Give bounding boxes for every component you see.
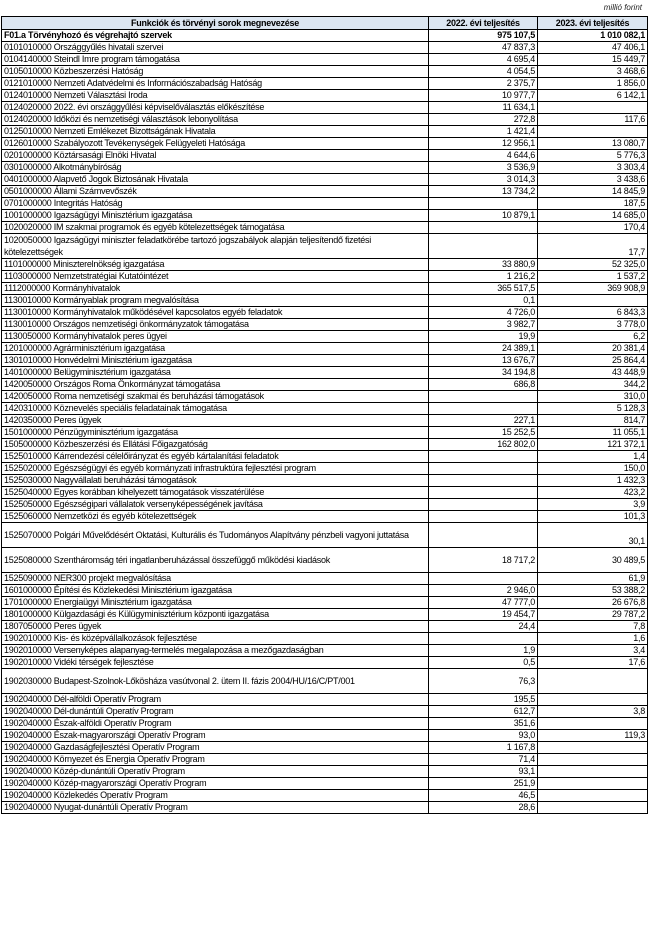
row-name: 1902040000 Közép-dunántúli Operatív Program [2,766,429,778]
table-row [2,463,648,475]
row-value-2023: 30,1 [538,523,648,548]
row-name: 0501000000 Állami Számvevőszék [2,186,429,198]
row-name: 1420050000 Roma nemzetiségi szakmai és beruházási támogatások [2,391,429,403]
row-name: 0301000000 Alkotmánybíróság [2,162,429,174]
row-value-2023: 3 468,6 [538,66,648,78]
row-value-2023: 101,3 [538,511,648,523]
row-value-2023: 20 381,4 [538,343,648,355]
header-name: Funkciók és törvényi sorok megnevezése [2,17,429,30]
table-row [2,633,648,645]
header-2023: 2023. évi teljesítés [538,17,648,30]
row-name: 1902030000 Budapest-Szolnok-Lőkösháza vasútvonal 2. ütem II. fázis 2004/HU/16/C/PT/001 [2,669,429,694]
row-value-2022: 351,6 [429,718,538,730]
row-name: 0121010000 Nemzeti Adatvédelmi és Információszabadság Hatóság [2,78,429,90]
row-value-2023: 344,2 [538,379,648,391]
row-value-2022: 33 880,9 [429,259,538,271]
table-row [2,475,648,487]
row-name: 1525040000 Egyes korábban kihelyezett támogatások visszatérülése [2,487,429,499]
row-value-2022: 272,8 [429,114,538,126]
table-row [2,222,648,234]
row-value-2023: 11 055,1 [538,427,648,439]
row-name: 1020050000 Igazságügyi miniszter feladatkörébe tartozó jogszabályok alapján teljesítendő fizetési kötelezettségek [2,234,429,259]
table-row [2,307,648,319]
table-row [2,706,648,718]
row-name: 1902010000 Vidéki térségek fejlesztése [2,657,429,669]
row-value-2022: 93,1 [429,766,538,778]
row-value-2023: 6 843,3 [538,307,648,319]
row-value-2022 [429,573,538,585]
row-value-2022: 12 956,1 [429,138,538,150]
table-row [2,114,648,126]
row-value-2023: 369 908,9 [538,283,648,295]
row-value-2023: 14 685,0 [538,210,648,222]
table-row [2,150,648,162]
row-name: 1701000000 Energiaügyi Minisztérium igazgatása [2,597,429,609]
row-value-2022 [429,487,538,499]
row-value-2023: 29 787,2 [538,609,648,621]
row-value-2023: 121 372,1 [538,439,648,451]
row-value-2023: 61,9 [538,573,648,585]
row-name: 1807050000 Peres ügyek [2,621,429,633]
row-value-2023 [538,718,648,730]
row-name: 1525030000 Nagyvállalati beruházási támogatások [2,475,429,487]
row-value-2023: 15 449,7 [538,54,648,66]
row-name: 0101010000 Országgyűlés hivatali szervei [2,42,429,54]
row-value-2023: 5 128,3 [538,403,648,415]
row-value-2022: 46,5 [429,790,538,802]
table-row [2,585,648,597]
row-value-2023: 3 778,0 [538,319,648,331]
row-value-2022: 365 517,5 [429,283,538,295]
table-row [2,102,648,114]
row-value-2022 [429,463,538,475]
row-name: 1103000000 Nemzetstratégiai Kutatóintézet [2,271,429,283]
row-value-2023 [538,790,648,802]
table-row [2,597,648,609]
row-value-2023 [538,802,648,814]
table-row [2,694,648,706]
row-value-2023: 3 438,6 [538,174,648,186]
table-body [2,30,648,814]
row-value-2023 [538,126,648,138]
row-value-2023: 3 303,4 [538,162,648,174]
row-name: 1902010000 Versenyképes alapanyag-termelés megalapozása a mezőgazdaságban [2,645,429,657]
row-name: 0125010000 Nemzeti Emlékezet Bizottságának Hivatala [2,126,429,138]
row-value-2022: 227,1 [429,415,538,427]
table-row [2,609,648,621]
row-name: 1112000000 Kormányhivatalok [2,283,429,295]
table-row [2,295,648,307]
table-row [2,439,648,451]
row-name: 1420050000 Országos Roma Önkormányzat támogatása [2,379,429,391]
row-value-2023 [538,742,648,754]
row-name: 1101000000 Miniszterelnökség igazgatása [2,259,429,271]
table-row [2,427,648,439]
table-row [2,403,648,415]
row-name: 1525080000 Szentháromság téri ingatlanberuházással összefüggő működési kiadások [2,548,429,573]
row-value-2023: 26 676,8 [538,597,648,609]
row-value-2022: 19 454,7 [429,609,538,621]
table-row [2,379,648,391]
table-row [2,210,648,222]
row-value-2023: 117,6 [538,114,648,126]
table-row [2,331,648,343]
row-value-2023: 25 864,4 [538,355,648,367]
row-value-2023: 52 325,0 [538,259,648,271]
row-name: 1525020000 Egészségügyi és egyéb kormányzati infrastruktúra fejlesztési program [2,463,429,475]
row-value-2022: 1 421,4 [429,126,538,138]
table-row [2,198,648,210]
row-name: 1902040000 Nyugat-dunántúli Operatív Program [2,802,429,814]
row-value-2023 [538,669,648,694]
row-value-2023: 814,7 [538,415,648,427]
row-value-2022: 47 837,3 [429,42,538,54]
row-value-2023: 3,8 [538,706,648,718]
row-value-2023: 119,3 [538,730,648,742]
header-2022: 2022. évi teljesítés [429,17,538,30]
row-name: 0124020000 Időközi és nemzetiségi választások lebonyolítása [2,114,429,126]
row-value-2022: 13 734,2 [429,186,538,198]
row-name: 0126010000 Szabályozott Tevékenységek Felügyeleti Hatósága [2,138,429,150]
row-value-2023: 14 845,9 [538,186,648,198]
row-value-2022 [429,511,538,523]
row-value-2023: 17,7 [538,234,648,259]
row-name: 1501000000 Pénzügyminisztérium igazgatása [2,427,429,439]
row-value-2022: 0,5 [429,657,538,669]
table-row [2,54,648,66]
row-name: 1902040000 Környezet és Energia Operatív Program [2,754,429,766]
row-value-2022: 15 252,5 [429,427,538,439]
table-row [2,162,648,174]
row-value-2023 [538,295,648,307]
row-value-2022: 13 676,7 [429,355,538,367]
row-name: 1130010000 Kormányhivatalok működésével kapcsolatos egyéb feladatok [2,307,429,319]
table-row [2,138,648,150]
row-name: 1001000000 Igazságügyi Minisztérium igazgatása [2,210,429,222]
table-row [2,790,648,802]
table-row [2,511,648,523]
row-value-2023: 1,4 [538,451,648,463]
table-row [2,778,648,790]
row-value-2023: 17,6 [538,657,648,669]
row-value-2022: 18 717,2 [429,548,538,573]
row-value-2023: 1 537,2 [538,271,648,283]
row-name: 1130010000 Kormányablak program megvalósítása [2,295,429,307]
table-row [2,548,648,573]
row-value-2022: 1 216,2 [429,271,538,283]
table-row [2,718,648,730]
row-value-2022 [429,523,538,548]
row-value-2023 [538,102,648,114]
row-value-2022: 11 634,1 [429,102,538,114]
row-value-2022: 24,4 [429,621,538,633]
table-row [2,766,648,778]
row-value-2023: 53 388,2 [538,585,648,597]
table-total-row [2,30,648,42]
row-name: 1420350000 Peres ügyek [2,415,429,427]
table-row [2,573,648,585]
row-value-2023: 5 776,3 [538,150,648,162]
table-row [2,415,648,427]
row-value-2022: 76,3 [429,669,538,694]
table-row [2,367,648,379]
row-name: 1902040000 Közép-magyarországi Operatív Program [2,778,429,790]
row-value-2022: 4 054,5 [429,66,538,78]
table-row [2,42,648,54]
table-row [2,78,648,90]
row-value-2023: 1 010 082,1 [538,30,648,42]
row-name: 0401000000 Alapvető Jogok Biztosának Hivatala [2,174,429,186]
row-value-2022: 34 194,8 [429,367,538,379]
row-value-2023 [538,754,648,766]
row-name: 0124010000 Nemzeti Választási Iroda [2,90,429,102]
row-value-2023: 1,6 [538,633,648,645]
table-row [2,234,648,259]
table-row [2,259,648,271]
row-value-2022: 162 802,0 [429,439,538,451]
row-value-2022: 975 107,5 [429,30,538,42]
row-name: 0105010000 Közbeszerzési Hatóság [2,66,429,78]
row-value-2022 [429,198,538,210]
row-name: 1902040000 Közlekedés Operatív Program [2,790,429,802]
row-value-2022: 4 695,4 [429,54,538,66]
row-name: 1801000000 Külgazdasági és Külügyminisztérium központi igazgatása [2,609,429,621]
row-value-2022: 71,4 [429,754,538,766]
row-value-2022 [429,475,538,487]
row-value-2023: 6,2 [538,331,648,343]
table-row [2,126,648,138]
row-value-2023: 3,4 [538,645,648,657]
row-name: 1601000000 Építési és Közlekedési Minisztérium igazgatása [2,585,429,597]
table-row [2,499,648,511]
row-value-2022: 251,9 [429,778,538,790]
row-value-2022 [429,403,538,415]
row-name: 1301010000 Honvédelmi Minisztérium igazgatása [2,355,429,367]
row-name: 0124020000 2022. évi országgyűlési képviselőválasztás előkészítése [2,102,429,114]
table-row [2,487,648,499]
row-name: 1130010000 Országos nemzetiségi önkormányzatok támogatása [2,319,429,331]
table-row [2,66,648,78]
row-name: 1525060000 Nemzetközi és egyéb kötelezettségek [2,511,429,523]
row-name: 1902040000 Gazdaságfejlesztési Operatív Program [2,742,429,754]
row-value-2022 [429,234,538,259]
row-name: 1130050000 Kormányhivatalok peres ügyei [2,331,429,343]
table-row [2,645,648,657]
table-row [2,669,648,694]
row-value-2022 [429,499,538,511]
row-name: 1020020000 IM szakmai programok és egyéb kötelezettségek támogatása [2,222,429,234]
row-name: 1902010000 Kis- és középvállalkozások fejlesztése [2,633,429,645]
table-row [2,523,648,548]
row-value-2023 [538,766,648,778]
row-value-2022: 93,0 [429,730,538,742]
row-value-2022: 3 536,9 [429,162,538,174]
row-value-2022: 10 977,7 [429,90,538,102]
table-row [2,174,648,186]
row-value-2023: 150,0 [538,463,648,475]
row-value-2022 [429,391,538,403]
row-value-2022: 612,7 [429,706,538,718]
row-value-2022 [429,451,538,463]
unit-label: millió forint [603,3,642,12]
table-row [2,391,648,403]
row-name: 1902040000 Dél-dunántúli Operatív Program [2,706,429,718]
table-row [2,355,648,367]
table-row [2,186,648,198]
row-value-2022: 1,9 [429,645,538,657]
row-name: 0104140000 Steindl Imre program támogatása [2,54,429,66]
row-value-2022 [429,633,538,645]
row-value-2022: 3 982,7 [429,319,538,331]
table-row [2,271,648,283]
row-name: 0201000000 Köztársasági Elnöki Hivatal [2,150,429,162]
table-row [2,621,648,633]
row-name: F01.a Törvényhozó és végrehajtó szervek [2,30,429,42]
row-value-2022: 4 726,0 [429,307,538,319]
row-value-2022 [429,222,538,234]
row-value-2022: 2 946,0 [429,585,538,597]
row-value-2023: 1 856,0 [538,78,648,90]
row-value-2023: 170,4 [538,222,648,234]
row-value-2023: 7,8 [538,621,648,633]
row-value-2022: 28,6 [429,802,538,814]
row-name: 1902040000 Észak-magyarországi Operatív Program [2,730,429,742]
row-value-2022: 4 644,6 [429,150,538,162]
table-row [2,451,648,463]
table-row [2,802,648,814]
table-row [2,283,648,295]
table-row [2,754,648,766]
row-name: 1420310000 Köznevelés speciális feladatainak támogatása [2,403,429,415]
table-row [2,730,648,742]
row-name: 1902040000 Dél-alföldi Operatív Program [2,694,429,706]
row-value-2022: 195,5 [429,694,538,706]
table-row [2,319,648,331]
row-value-2022: 3 014,3 [429,174,538,186]
row-value-2023: 47 406,1 [538,42,648,54]
row-name: 1525010000 Kárrendezési célelőirányzat és egyéb kártalanítási feladatok [2,451,429,463]
row-name: 1525070000 Polgári Művelődésért Oktatási, Kulturális és Tudományos Alapítvány pénzbeli vagyoni juttatása [2,523,429,548]
row-name: 1902040000 Észak-alföldi Operatív Program [2,718,429,730]
row-name: 1505000000 Közbeszerzési és Ellátási Főigazgatóság [2,439,429,451]
budget-table [1,16,648,814]
row-value-2023: 43 448,9 [538,367,648,379]
table-row [2,657,648,669]
table-header-row [2,17,648,30]
row-value-2023: 187,5 [538,198,648,210]
row-value-2023: 6 142,1 [538,90,648,102]
row-value-2022: 686,8 [429,379,538,391]
row-name: 1525050000 Egészségipari vállalatok versenyképességének javítása [2,499,429,511]
row-value-2022: 19,9 [429,331,538,343]
row-value-2022: 47 777,0 [429,597,538,609]
row-name: 0701000000 Integritás Hatóság [2,198,429,210]
row-value-2022: 1 167,8 [429,742,538,754]
row-value-2022: 2 375,7 [429,78,538,90]
row-value-2022: 10 879,1 [429,210,538,222]
row-value-2023: 13 080,7 [538,138,648,150]
row-name: 1201000000 Agrárminisztérium igazgatása [2,343,429,355]
row-value-2023 [538,778,648,790]
row-value-2023: 30 489,5 [538,548,648,573]
table-row [2,742,648,754]
table-row [2,90,648,102]
row-value-2022: 0,1 [429,295,538,307]
table-row [2,343,648,355]
row-name: 1401000000 Belügyminisztérium igazgatása [2,367,429,379]
row-value-2023: 1 432,3 [538,475,648,487]
row-value-2023: 423,2 [538,487,648,499]
row-value-2023: 310,0 [538,391,648,403]
row-name: 1525090000 NER300 projekt megvalósítása [2,573,429,585]
row-value-2023: 3,9 [538,499,648,511]
row-value-2023 [538,694,648,706]
row-value-2022: 24 389,1 [429,343,538,355]
